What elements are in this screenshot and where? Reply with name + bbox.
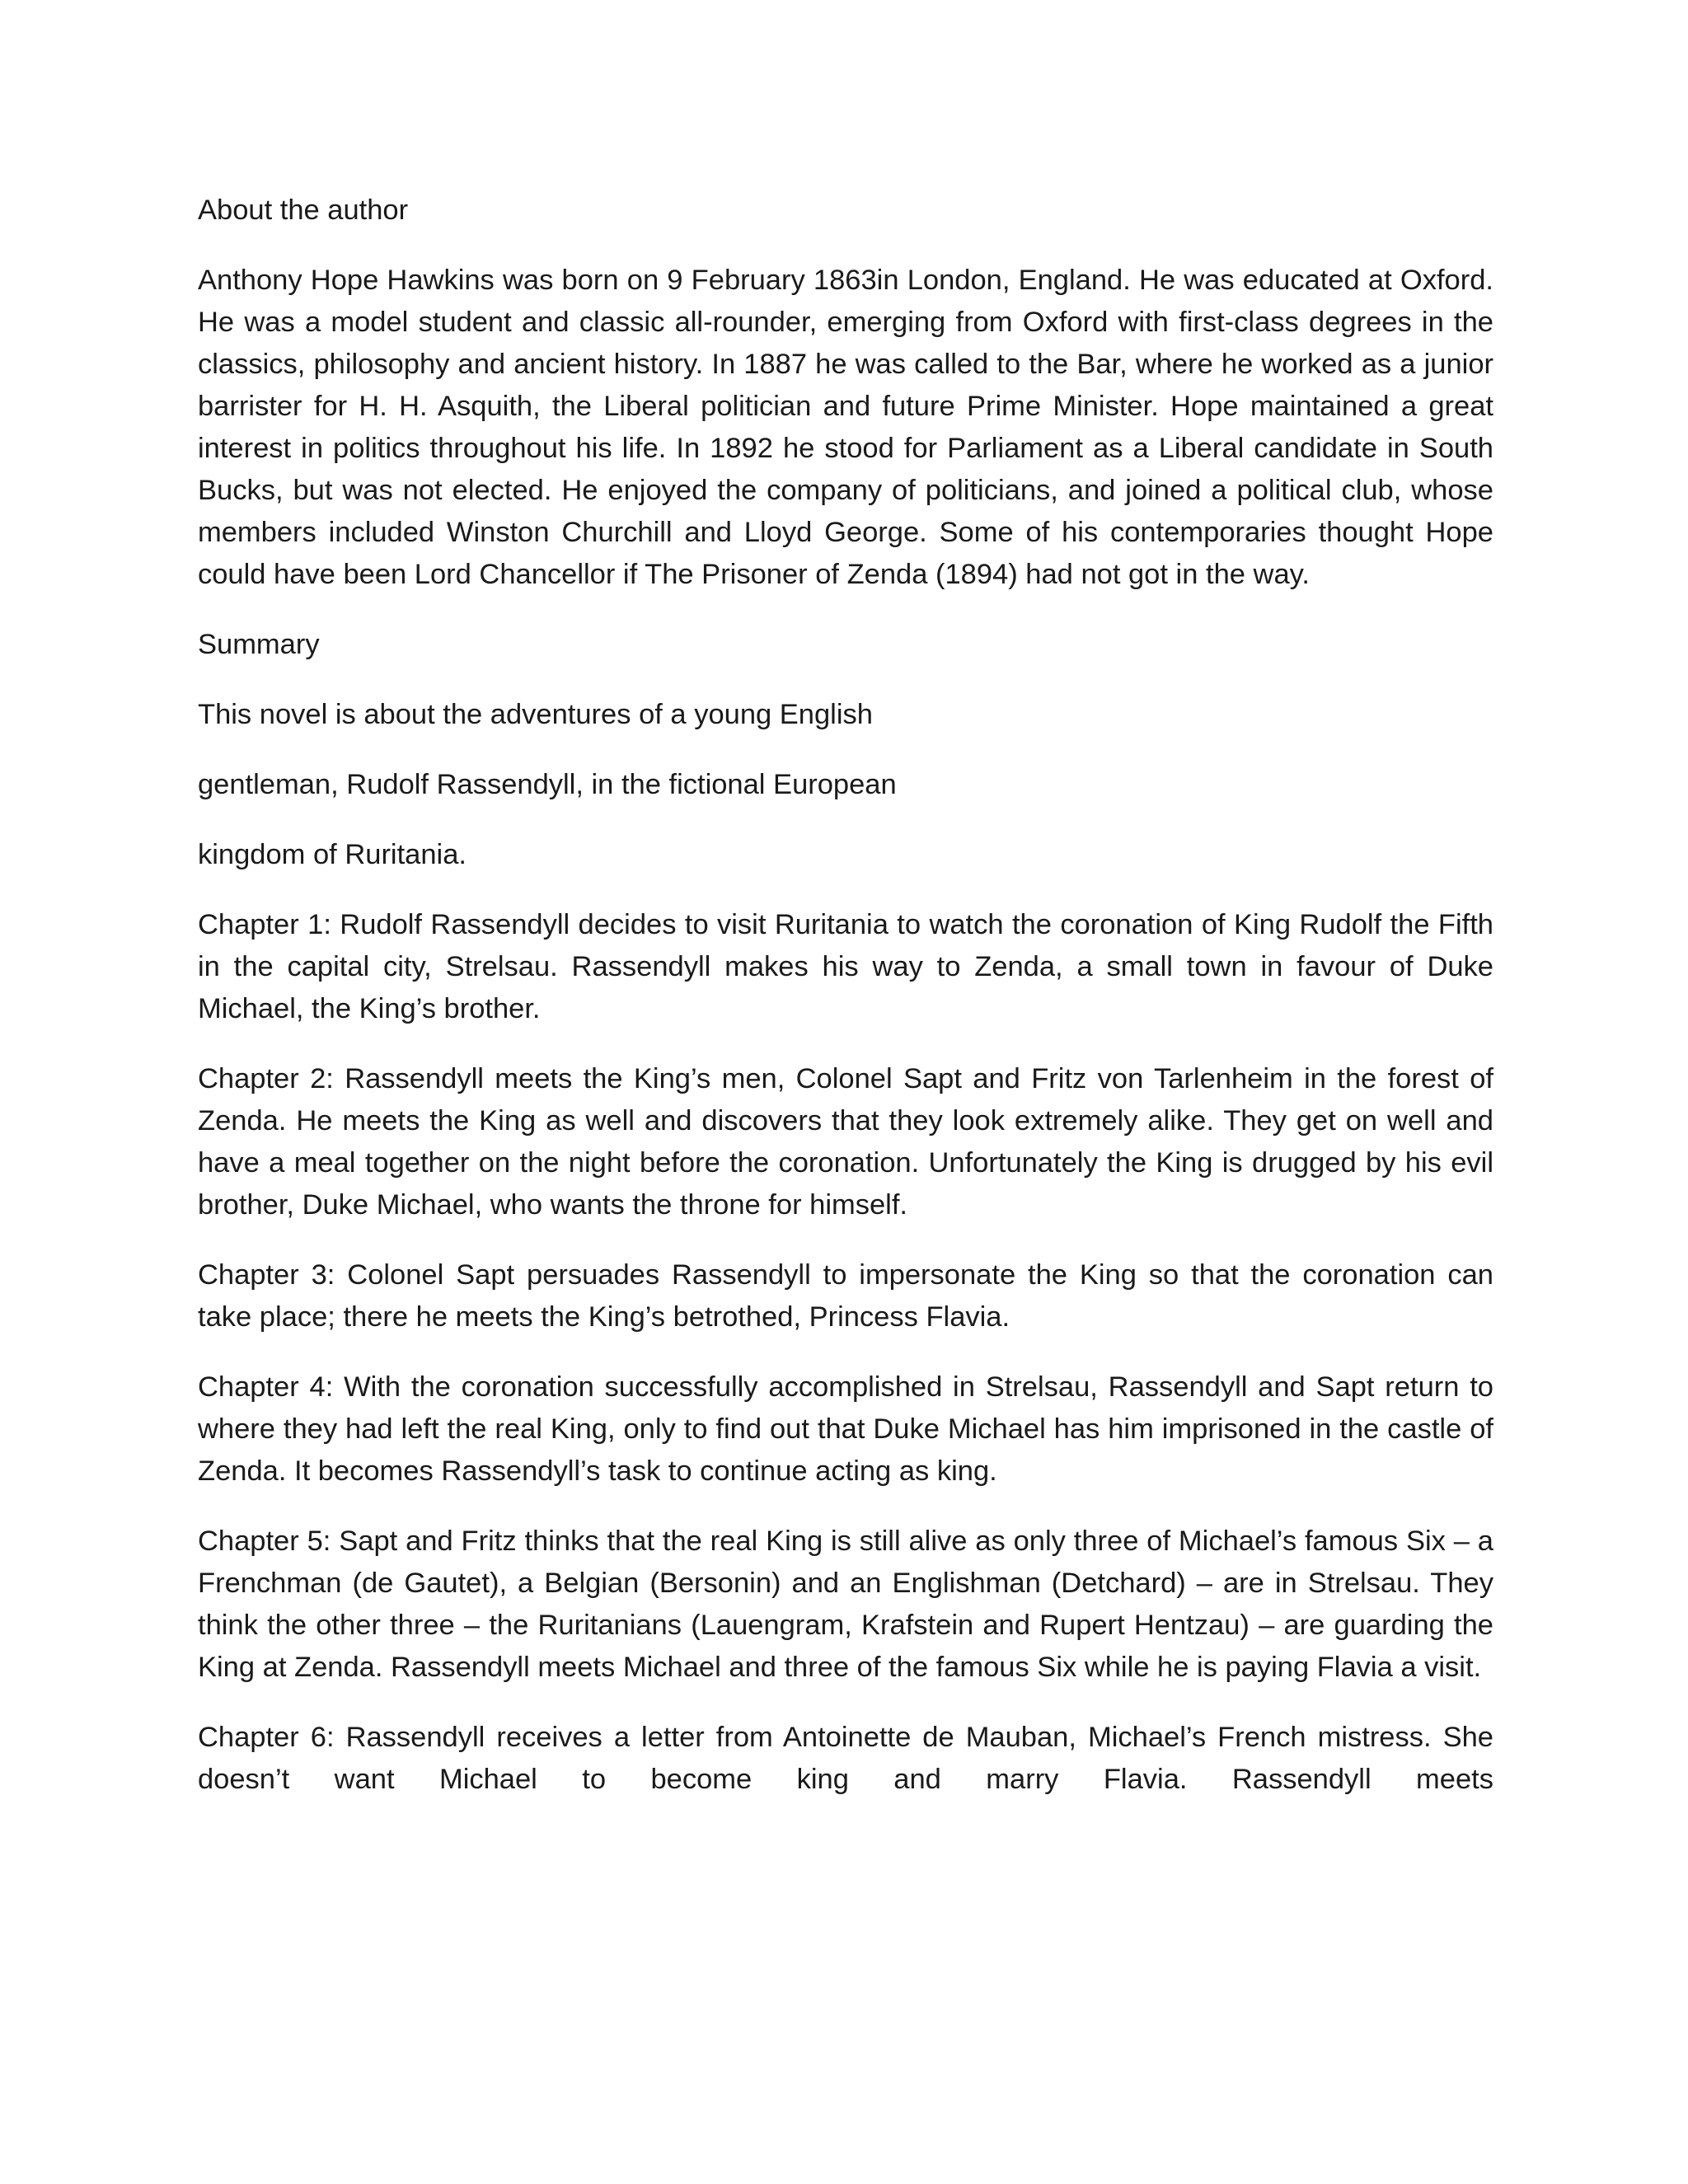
chapter-3-paragraph: Chapter 3: Colonel Sapt persuades Rassendyll to impersonate the King so that the coronation can take place; there he meets the King’s betrothed, Princess Flavia. [198,1259,1493,1333]
summary-line: kingdom of Ruritania. [198,839,467,870]
summary-line: gentleman, Rudolf Rassendyll, in the fictional European [198,769,897,800]
chapter-1-paragraph: Chapter 1: Rudolf Rassendyll decides to visit Ruritania to watch the coronation of King Rudolf the Fifth in the capital city, Strelsau. Rassendyll makes his way to Zenda, a small town in favour of Duke Michael, the King’s brother. [198,909,1493,1024]
chapter-4-paragraph: Chapter 4: With the coronation successfully accomplished in Strelsau, Rassendyll and Sapt return to where they had left the real King, only to find out that Duke Michael has him imprisoned in the castle of Zenda. It becomes Rassendyll’s task to continue acting as king. [198,1371,1493,1487]
about-author-paragraph: Anthony Hope Hawkins was born on 9 February 1863in London, England. He was educated at Oxford. He was a model student and classic all-rounder, emerging from Oxford with first-class degrees in the classics, philosophy and ancient history. In 1887 he was called to the Bar, where he worked as a junior barrister for H. H. Asquith, the Liberal politician and future Prime Minister. Hope maintained a great interest in politics throughout his life. In 1892 he stood for Parliament as a Liberal candidate in South Bucks, but was not elected. He enjoyed the company of politicians, and joined a political club, whose members included Winston Churchill and Lloyd George. Some of his contemporaries thought Hope could have been Lord Chancellor if The Prisoner of Zenda (1894) had not got in the way. [198,265,1493,590]
summary-line: This novel is about the adventures of a young English [198,699,873,730]
chapter-5-paragraph: Chapter 5: Sapt and Fritz thinks that the real King is still alive as only three of Michael’s famous Six – a Frenchman (de Gautet), a Belgian (Bersonin) and an Englishman (Detchard) – are in Strelsau. They think the other three – the Ruritanians (Lauengram, Krafstein and Rupert Hentzau) – are guarding the King at Zenda. Rassendyll meets Michael and three of the famous Six while he is paying Flavia a visit. [198,1526,1493,1683]
document-page [198,190,1493,1801]
chapter-6-paragraph: Chapter 6: Rassendyll receives a letter from Antoinette de Mauban, Michael’s French mistress. She doesn’t want Michael to become king and marry Flavia. Rassendyll meets [198,1722,1493,1795]
chapter-2-paragraph: Chapter 2: Rassendyll meets the King’s men, Colonel Sapt and Fritz von Tarlenheim in the forest of Zenda. He meets the King as well and discovers that they look extremely alike. They get on well and have a meal together on the night before the coronation. Unfortunately the King is drugged by his evil brother, Duke Michael, who wants the throne for himself. [198,1063,1493,1221]
summary-heading: Summary [198,629,320,660]
about-author-heading: About the author [198,194,409,226]
